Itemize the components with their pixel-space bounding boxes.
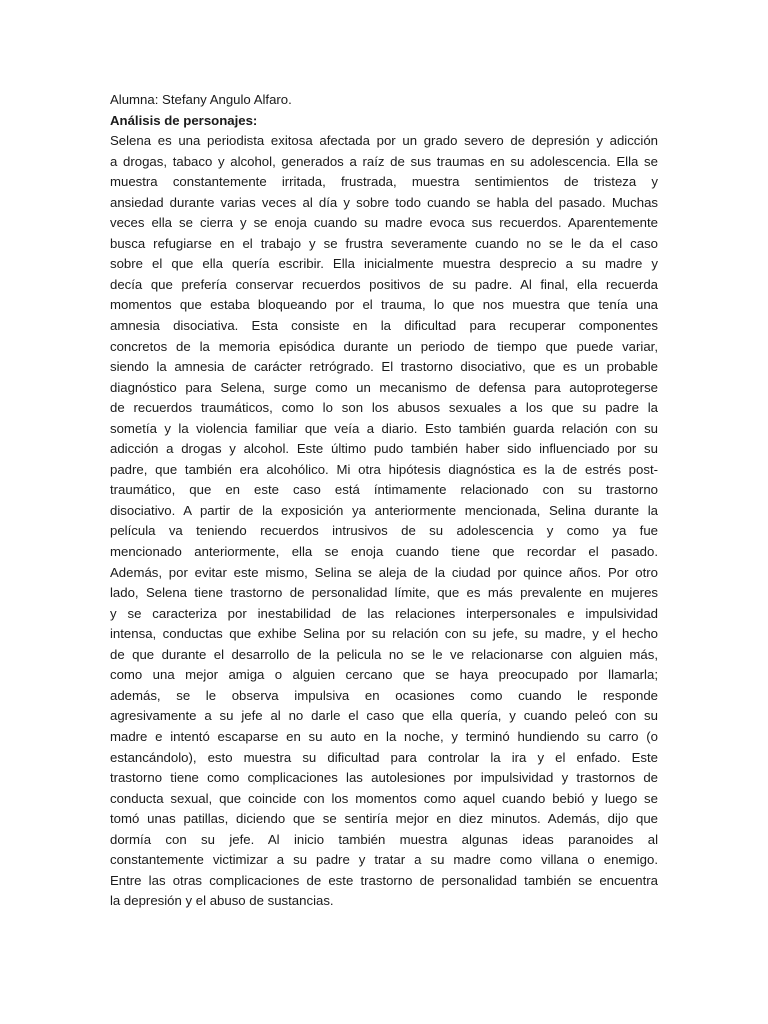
paragraph-line: decía que prefería conservar recuerdos positivos de su padre. Al final, ella recuerda <box>110 276 658 292</box>
paragraph-line: ansiedad durante varias veces al día y sobre todo cuando se habla del pasado. Muchas <box>110 194 658 210</box>
paragraph-line: la depresión y el abuso de sustancias. <box>110 893 334 909</box>
paragraph-line: estancándolo), esto muestra su dificultad para controlar la ira y el enfado. Este <box>110 749 658 765</box>
document-page <box>110 90 658 912</box>
paragraph-line: concretos de la memoria episódica durante un periodo de tiempo que puede variar, <box>110 338 658 354</box>
paragraph-line: diagnóstico para Selena, surge como un mecanismo de defensa para autoprotegerse <box>110 379 658 395</box>
paragraph-line: como una mejor amiga o alguien cercano que se haya preocupado por llamarla; <box>110 667 658 683</box>
section-heading: Análisis de personajes: <box>110 112 258 128</box>
paragraph-line: amnesia disociativa. Esta consiste en la dificultad para recuperar componentes <box>110 318 658 334</box>
paragraph-line: Selena es una periodista exitosa afectada por un grado severo de depresión y adicción <box>110 133 658 149</box>
paragraph-line: agresivamente a su jefe al no darle el caso que ella quería, y cuando peleó con su <box>110 708 658 724</box>
paragraph-line: trastorno tiene como complicaciones las autolesiones por impulsividad y trastornos de <box>110 770 658 786</box>
paragraph-line: conducta sexual, que coincide con los momentos como aquel cuando bebió y luego se <box>110 790 658 806</box>
paragraph-line: momentos que estaba bloqueando por el trauma, lo que nos muestra que tenía una <box>110 297 658 313</box>
paragraph-line: tomó unas patillas, diciendo que se sentiría mejor en diez minutos. Además, dijo que <box>110 811 658 827</box>
paragraph-line: además, se le observa impulsiva en ocasiones como cuando le responde <box>110 687 658 703</box>
paragraph-line: padre, que también era alcohólico. Mi otra hipótesis diagnóstica es la de estrés post- <box>110 461 658 477</box>
paragraph-line: mencionado anteriormente, ella se enoja cuando tiene que recordar el pasado. <box>110 544 658 560</box>
paragraph-line: sobre el que ella quería escribir. Ella inicialmente muestra desprecio a su madre y <box>110 256 658 272</box>
paragraph-line: sometía y la violencia familiar que veía a diario. Esto también guarda relación con su <box>110 420 658 436</box>
paragraph-line: madre e intentó escaparse en su auto en la noche, y terminó hundiendo su carro (o <box>110 728 658 744</box>
paragraph-line: dormía con su jefe. Al inicio también muestra algunas ideas paranoides al <box>110 831 658 847</box>
paragraph-line: traumático, que en este caso está íntimamente relacionado con su trastorno <box>110 482 658 498</box>
paragraph-line: película va teniendo recuerdos intrusivos de su adolescencia y como ya fue <box>110 523 658 539</box>
paragraph-line: Además, por evitar este mismo, Selina se aleja de la ciudad por quince años. Por otro <box>110 564 658 580</box>
paragraph-line: veces ella se cierra y se enoja cuando su madre evoca sus recuerdos. Aparentemente <box>110 215 658 231</box>
paragraph-line: disociativo. A partir de la exposición ya anteriormente mencionada, Selina durante la <box>110 502 658 518</box>
paragraph-line: de que durante el desarrollo de la pelicula no se le ve relacionarse con alguien más, <box>110 646 658 662</box>
paragraph-line: y se caracteriza por inestabilidad de las relaciones interpersonales e impulsividad <box>110 605 658 621</box>
analysis-paragraph <box>110 131 658 912</box>
paragraph-line: busca refugiarse en el trabajo y se frustra severamente cuando no se le da el caso <box>110 235 658 251</box>
paragraph-line: muestra constantemente irritada, frustrada, muestra sentimientos de tristeza y <box>110 174 658 190</box>
paragraph-line: constantemente victimizar a su padre y tratar a su madre como villana o enemigo. <box>110 852 658 868</box>
paragraph-line: a drogas, tabaco y alcohol, generados a raíz de sus traumas en su adolescencia. Ella se <box>110 153 658 169</box>
paragraph-line: de recuerdos traumáticos, como lo son los abusos sexuales a los que su padre la <box>110 400 658 416</box>
paragraph-line: siendo la amnesia de carácter retrógrado. El trastorno disociativo, que es un probable <box>110 359 658 375</box>
paragraph-line: adicción a drogas y alcohol. Este último pudo también haber sido influenciado por su <box>110 441 658 457</box>
paragraph-line: lado, Selena tiene trastorno de personalidad límite, que es más prevalente en mujeres <box>110 585 658 601</box>
student-name-line: Alumna: Stefany Angulo Alfaro. <box>110 92 292 107</box>
paragraph-line: Entre las otras complicaciones de este trastorno de personalidad también se encuentra <box>110 872 658 888</box>
paragraph-line: intensa, conductas que exhibe Selina por su relación con su jefe, su madre, y el hecho <box>110 626 658 642</box>
